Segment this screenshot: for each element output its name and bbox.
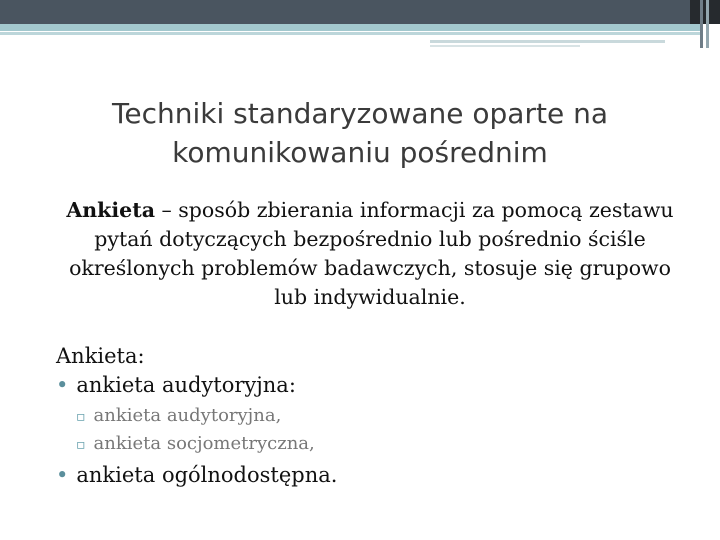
- accent-line: [430, 40, 665, 43]
- list-item: [56, 371, 296, 400]
- slide-title: Techniki standaryzowane oparte na komunikowaniu pośrednim: [112, 97, 608, 169]
- sub-list-item: [76, 431, 315, 458]
- bullet-square-icon: ▫: [76, 409, 86, 425]
- list-heading: Ankieta:: [56, 344, 145, 368]
- sub-list-item-label: ankieta audytoryjna,: [93, 405, 282, 426]
- definition-paragraph: [60, 196, 680, 312]
- list-item-label: ankieta audytoryjna:: [76, 373, 296, 397]
- list-item-label: ankieta ogólnodostępna.: [76, 463, 338, 487]
- bullet-dot-icon: •: [56, 373, 69, 397]
- accent-vertical-line: [700, 0, 703, 48]
- accent-vertical-line: [706, 0, 709, 48]
- definition-text: – sposób zbierania informacji za pomocą zestawu pytań dotyczących bezpośrednio lub pośrednio ściśle określonych problemów badawczych, stosuje się grupowo lub indywidualnie.: [69, 198, 674, 309]
- sub-list-item: [76, 403, 281, 430]
- accent-line: [0, 32, 700, 35]
- sub-list-item-label: ankieta socjometryczna,: [93, 433, 315, 454]
- accent-line: [430, 45, 580, 47]
- header-band-corner: [690, 0, 720, 24]
- definition-term: Ankieta: [66, 198, 155, 222]
- list-item: [56, 461, 337, 490]
- bullet-dot-icon: •: [56, 463, 69, 487]
- bullet-square-icon: ▫: [76, 437, 86, 453]
- accent-line: [0, 24, 700, 31]
- header-band: [0, 0, 720, 24]
